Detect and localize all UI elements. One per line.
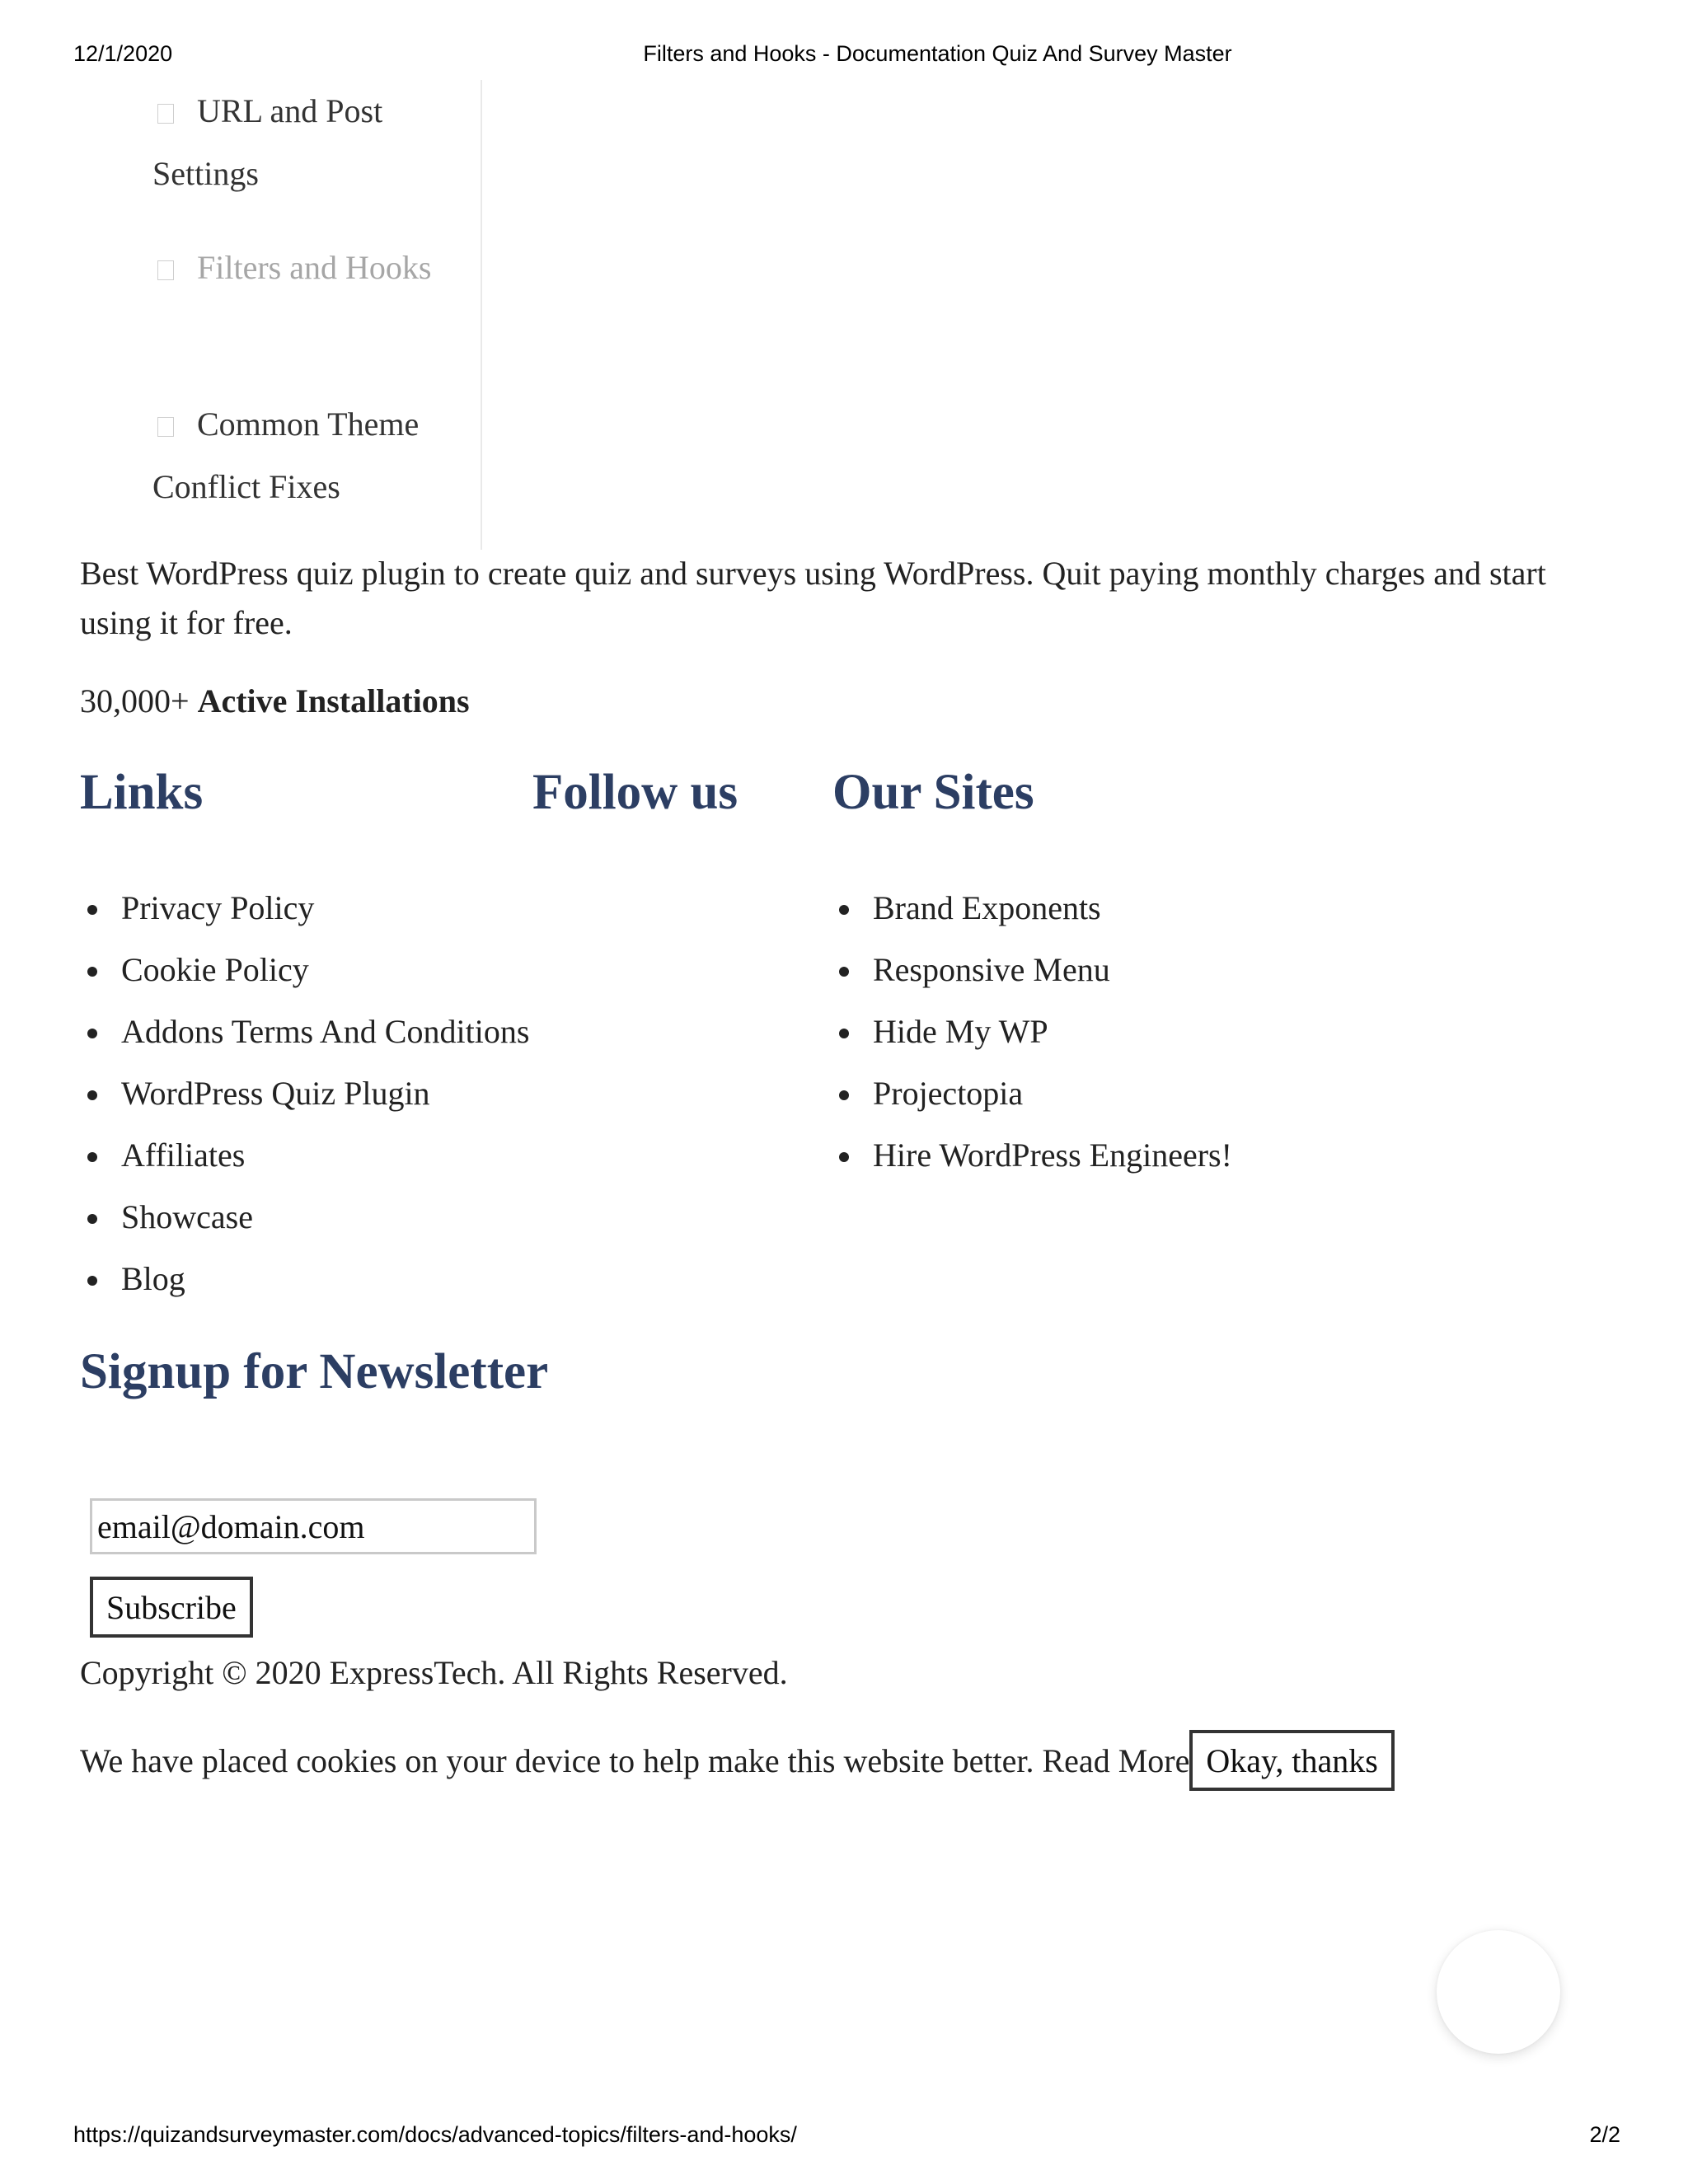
print-date: 12/1/2020 <box>73 41 173 66</box>
docs-sidebar <box>0 80 482 550</box>
site-responsive-menu[interactable]: Responsive Menu <box>832 949 1232 1011</box>
link-addons-terms[interactable]: Addons Terms And Conditions <box>80 1011 529 1073</box>
links-list <box>80 888 529 1320</box>
cookie-read-more-link[interactable]: Read More <box>1042 1741 1190 1779</box>
sidebar-item-label: Filters and Hooks <box>197 249 432 286</box>
our-sites-list <box>832 888 1232 1197</box>
newsletter-heading: Signup for Newsletter <box>80 1344 549 1399</box>
site-hire-wordpress-engineers[interactable]: Hire WordPress Engineers! <box>832 1135 1232 1197</box>
print-page-title: Filters and Hooks - Documentation Quiz And Survey Master <box>643 41 1232 66</box>
sidebar-item-label: Common Theme Conflict Fixes <box>152 405 420 505</box>
link-cookie-policy[interactable]: Cookie Policy <box>80 949 529 1011</box>
page-icon <box>157 417 174 437</box>
link-wordpress-quiz-plugin[interactable]: WordPress Quiz Plugin <box>80 1073 529 1135</box>
help-widget-button[interactable] <box>1437 1930 1560 2054</box>
our-sites-heading: Our Sites <box>832 765 1034 820</box>
cookie-notice <box>80 1730 1395 1791</box>
site-projectopia[interactable]: Projectopia <box>832 1073 1232 1135</box>
subscribe-button[interactable]: Subscribe <box>90 1577 253 1638</box>
cookie-notice-text: We have placed cookies on your device to help make this website better. <box>80 1741 1034 1779</box>
print-page-number: 2/2 <box>1589 2122 1620 2147</box>
sidebar-item-filters-and-hooks[interactable] <box>152 237 466 299</box>
footer-description: Best WordPress quiz plugin to create quiz and surveys using WordPress. Quit paying monthly charges and start using it for free. <box>80 555 1546 641</box>
sidebar-item-common-theme-conflict-fixes[interactable] <box>152 393 466 518</box>
cookie-accept-button[interactable]: Okay, thanks <box>1189 1730 1394 1791</box>
installs-count: 30,000+ <box>80 682 190 719</box>
links-heading: Links <box>80 765 204 820</box>
site-brand-exponents[interactable]: Brand Exponents <box>832 888 1232 949</box>
follow-us-heading: Follow us <box>532 765 738 820</box>
page-icon <box>157 260 174 280</box>
page-icon <box>157 104 174 124</box>
print-url: https://quizandsurveymaster.com/docs/advanced-topics/filters-and-hooks/ <box>73 2122 797 2147</box>
active-installations <box>80 682 470 720</box>
installs-label: Active Installations <box>197 682 470 719</box>
link-blog[interactable]: Blog <box>80 1258 529 1320</box>
sidebar-item-label: URL and Post Settings <box>152 92 383 192</box>
link-privacy-policy[interactable]: Privacy Policy <box>80 888 529 949</box>
site-hide-my-wp[interactable]: Hide My WP <box>832 1011 1232 1073</box>
link-showcase[interactable]: Showcase <box>80 1197 529 1258</box>
sidebar-item-url-and-post-settings[interactable] <box>152 80 466 205</box>
link-affiliates[interactable]: Affiliates <box>80 1135 529 1197</box>
copyright-text: Copyright © 2020 ExpressTech. All Rights Reserved. <box>80 1654 788 1691</box>
newsletter-email-input[interactable] <box>90 1498 537 1554</box>
